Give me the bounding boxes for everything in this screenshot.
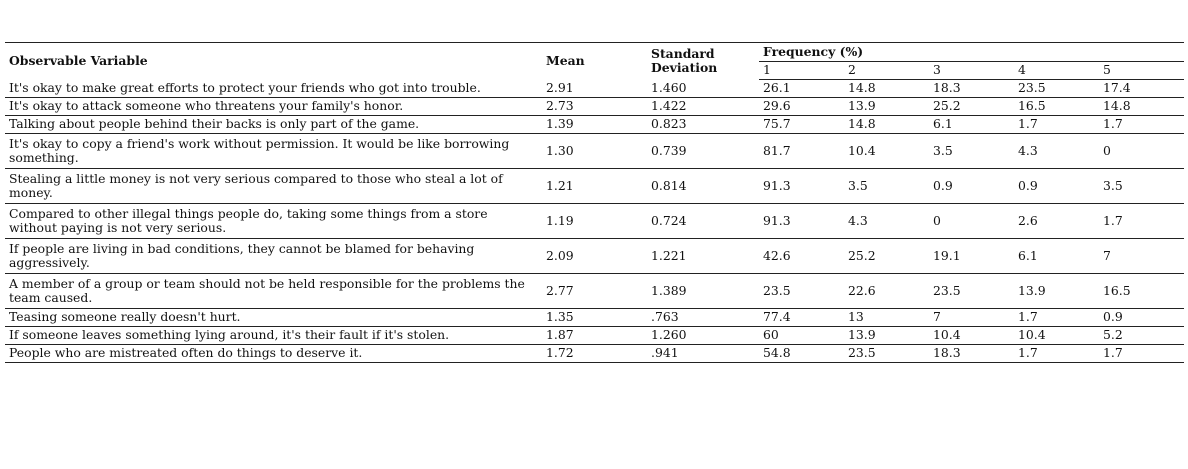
cell-f5: 1.7	[1099, 204, 1184, 239]
cell-f4: 13.9	[1014, 274, 1099, 309]
cell-sd: 0.823	[647, 116, 759, 134]
cell-sd: 1.389	[647, 274, 759, 309]
table-row	[5, 98, 1184, 116]
cell-f2: 13.9	[844, 98, 929, 116]
cell-f4: 6.1	[1014, 239, 1099, 274]
cell-f2: 25.2	[844, 239, 929, 274]
cell-f3: 18.3	[929, 80, 1014, 98]
cell-sd: 0.739	[647, 134, 759, 169]
header-freq-5: 5	[1099, 62, 1184, 80]
cell-f5: 0	[1099, 134, 1184, 169]
cell-mean: 1.21	[542, 169, 647, 204]
cell-f3: 0.9	[929, 169, 1014, 204]
cell-f2: 14.8	[844, 80, 929, 98]
cell-f1: 60	[759, 327, 844, 345]
header-freq-3: 3	[929, 62, 1014, 80]
cell-variable: A member of a group or team should not be held responsible for the problems the team caused.	[5, 274, 542, 309]
table-row	[5, 169, 1184, 204]
cell-mean: 2.73	[542, 98, 647, 116]
table-row	[5, 274, 1184, 309]
cell-f2: 23.5	[844, 345, 929, 363]
cell-mean: 1.72	[542, 345, 647, 363]
header-sd-line2: Deviation	[651, 60, 718, 76]
cell-mean: 1.35	[542, 309, 647, 327]
cell-variable: It's okay to make great efforts to protect your friends who got into trouble.	[5, 80, 542, 98]
cell-f2: 3.5	[844, 169, 929, 204]
cell-f5: 7	[1099, 239, 1184, 274]
cell-sd: 1.221	[647, 239, 759, 274]
cell-f1: 77.4	[759, 309, 844, 327]
cell-f5: 3.5	[1099, 169, 1184, 204]
cell-f2: 4.3	[844, 204, 929, 239]
cell-f3: 6.1	[929, 116, 1014, 134]
cell-f1: 23.5	[759, 274, 844, 309]
cell-f1: 54.8	[759, 345, 844, 363]
table-row	[5, 345, 1184, 363]
observable-variables-table	[5, 42, 1184, 363]
cell-variable: If people are living in bad conditions, they cannot be blamed for behaving aggressively.	[5, 239, 542, 274]
table-row	[5, 204, 1184, 239]
cell-f5: 17.4	[1099, 80, 1184, 98]
cell-sd: 0.724	[647, 204, 759, 239]
header-mean: Mean	[542, 43, 647, 80]
cell-f5: 1.7	[1099, 116, 1184, 134]
header-freq-4: 4	[1014, 62, 1099, 80]
cell-f3: 3.5	[929, 134, 1014, 169]
cell-mean: 2.91	[542, 80, 647, 98]
cell-sd: 1.422	[647, 98, 759, 116]
cell-f5: 16.5	[1099, 274, 1184, 309]
cell-sd: .763	[647, 309, 759, 327]
cell-f4: 4.3	[1014, 134, 1099, 169]
header-variable: Observable Variable	[5, 43, 542, 80]
cell-variable: People who are mistreated often do things to deserve it.	[5, 345, 542, 363]
cell-f3: 10.4	[929, 327, 1014, 345]
cell-f4: 0.9	[1014, 169, 1099, 204]
cell-mean: 2.77	[542, 274, 647, 309]
cell-f2: 22.6	[844, 274, 929, 309]
cell-f1: 26.1	[759, 80, 844, 98]
cell-f3: 19.1	[929, 239, 1014, 274]
cell-f2: 14.8	[844, 116, 929, 134]
cell-f4: 23.5	[1014, 80, 1099, 98]
cell-f5: 5.2	[1099, 327, 1184, 345]
cell-variable: Talking about people behind their backs is only part of the game.	[5, 116, 542, 134]
cell-f2: 13.9	[844, 327, 929, 345]
cell-f2: 10.4	[844, 134, 929, 169]
table-row	[5, 116, 1184, 134]
cell-f2: 13	[844, 309, 929, 327]
cell-sd: .941	[647, 345, 759, 363]
cell-f4: 2.6	[1014, 204, 1099, 239]
cell-mean: 1.19	[542, 204, 647, 239]
cell-variable: It's okay to attack someone who threatens your family's honor.	[5, 98, 542, 116]
header-standard-deviation	[647, 43, 759, 80]
header-sd-line1: Standard	[651, 45, 715, 61]
cell-sd: 1.260	[647, 327, 759, 345]
cell-mean: 1.87	[542, 327, 647, 345]
cell-f4: 1.7	[1014, 345, 1099, 363]
table-row	[5, 239, 1184, 274]
table-row	[5, 80, 1184, 98]
header-freq-1: 1	[759, 62, 844, 80]
cell-f5: 0.9	[1099, 309, 1184, 327]
table-row	[5, 134, 1184, 169]
cell-f5: 1.7	[1099, 345, 1184, 363]
cell-f4: 10.4	[1014, 327, 1099, 345]
cell-f3: 7	[929, 309, 1014, 327]
table-row	[5, 309, 1184, 327]
header-freq-2: 2	[844, 62, 929, 80]
cell-variable: Teasing someone really doesn't hurt.	[5, 309, 542, 327]
cell-variable: Compared to other illegal things people do, taking some things from a store without paying is not very serious.	[5, 204, 542, 239]
cell-f3: 25.2	[929, 98, 1014, 116]
cell-f1: 42.6	[759, 239, 844, 274]
cell-f3: 0	[929, 204, 1014, 239]
header-frequency: Frequency (%)	[759, 43, 1184, 62]
cell-variable: It's okay to copy a friend's work without permission. It would be like borrowing something.	[5, 134, 542, 169]
cell-mean: 2.09	[542, 239, 647, 274]
cell-f1: 91.3	[759, 169, 844, 204]
table-row	[5, 327, 1184, 345]
cell-f4: 16.5	[1014, 98, 1099, 116]
cell-f3: 18.3	[929, 345, 1014, 363]
cell-f4: 1.7	[1014, 116, 1099, 134]
cell-sd: 1.460	[647, 80, 759, 98]
cell-f4: 1.7	[1014, 309, 1099, 327]
cell-f1: 29.6	[759, 98, 844, 116]
cell-f1: 91.3	[759, 204, 844, 239]
cell-variable: If someone leaves something lying around, it's their fault if it's stolen.	[5, 327, 542, 345]
cell-mean: 1.30	[542, 134, 647, 169]
cell-variable: Stealing a little money is not very serious compared to those who steal a lot of money.	[5, 169, 542, 204]
table-container	[5, 42, 1184, 363]
cell-f3: 23.5	[929, 274, 1014, 309]
cell-f5: 14.8	[1099, 98, 1184, 116]
cell-mean: 1.39	[542, 116, 647, 134]
cell-sd: 0.814	[647, 169, 759, 204]
header-row	[5, 43, 1184, 62]
cell-f1: 75.7	[759, 116, 844, 134]
cell-f1: 81.7	[759, 134, 844, 169]
